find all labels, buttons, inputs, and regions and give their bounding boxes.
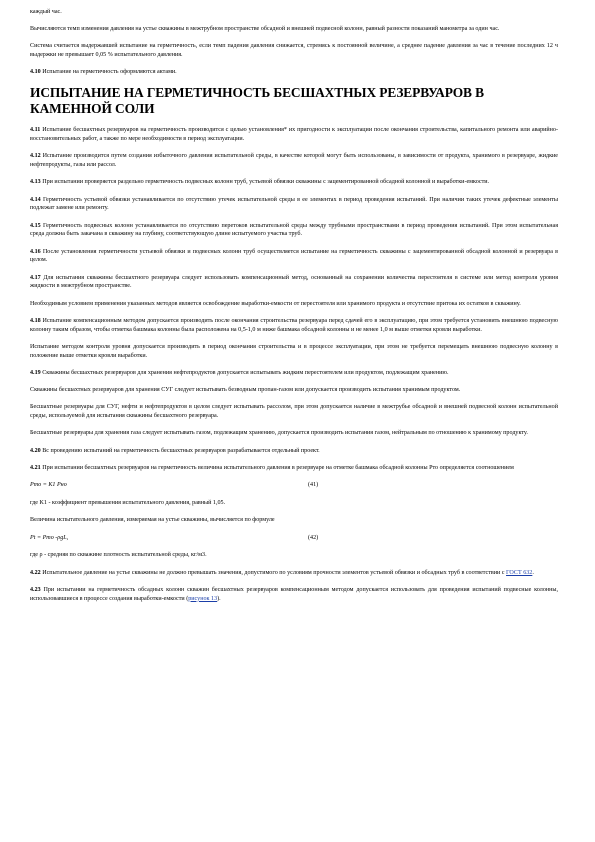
formula-expression: Pt = Pто -ρgL, xyxy=(30,534,69,541)
clause-text: Испытание компенсационным методом допускается производить после окончания строительства резервуара перед сдачей его в эксплуатацию, при этом требуется установить внешнюю подвесную колонну таким образом, чтобы отметка башмака колонны была расположена на 0,5-1,0 м ниже башмака обсадной колонны и не менее 1,0 м выше отметки кровли выработки. xyxy=(30,317,558,333)
equation-number: (42) xyxy=(308,534,319,541)
clause-number: 4.17 xyxy=(30,274,41,281)
formula-42 xyxy=(30,534,558,543)
clause-text: Герметичность подвесных колонн устанавливается по отсутствию перетоков испытательной среды между трубными пространствами в период проведения испытаний. При этом испытательная среда должна быть закачана в скважину на глубину, соответствующую длине испытуемого участка труб. xyxy=(30,222,558,238)
clause-4-10 xyxy=(30,68,558,77)
clause-text: Скважины бесшахтных резервуаров для хранения нефтепродуктов допускается испытывать жидким перестоятелем или продуктом, подлежащим хранению. xyxy=(42,369,449,376)
clause-4-19 xyxy=(30,369,558,378)
paragraph-sealed-criteria: Система считается выдержавшей испытание на герметичность, если темп падения давления снижается, стремясь к постоянной величине, а среднее падение давления за час в течение последних 12 ч выдержки не превышает 0,05 % испытательного давления. xyxy=(30,43,558,58)
clause-text: Герметичность устьевой обвязки устанавливается по отсутствию утечек испытательной среды в ее элементах в период проведения испытаний. При наличии таких утечек дефектные элементы подлежат замене или ремонту. xyxy=(30,196,558,212)
clause-4-11 xyxy=(30,126,558,143)
clause-4-12 xyxy=(30,152,558,169)
clause-number: 4.10 xyxy=(30,69,41,75)
paragraph-gas: Бесшахтные резервуары для хранения газа следует испытывать газом, подлежащим хранению, допускается производить испытания газом, нейтральным по отношению к хранимому продукту. xyxy=(30,430,528,437)
clause-number: 4.19 xyxy=(30,369,41,376)
clause-number: 4.20 xyxy=(30,447,41,454)
clause-4-15 xyxy=(30,222,558,239)
clause-text: Испытание производится путем создания избыточного давления испытательной среды, в качестве которой могут быть использованы, в зависимости от продукта, хранимого в резервуаре, жидкие нефтепродукты, газы или рассол. xyxy=(30,153,558,168)
clause-4-16 xyxy=(30,248,558,265)
clause-text: Испытание на герметичность оформляются актами. xyxy=(42,69,177,75)
clause-4-21 xyxy=(30,464,558,473)
paragraph-rho: где ρ - средняя по скважине плотность испытательной среды, кг/м3. xyxy=(30,552,207,559)
clause-text: Для испытания скважины бесшахтного резервуара следует использовать компенсационный метод, основанный на сохранении количества перестоятеля в системе или метод контроля уровня жидкости в межтрубном пространстве. xyxy=(30,274,558,290)
paragraph-level-method: Испытание методом контроля уровня допускается производить в период окончания строительства и в процессе эксплуатации, при этом не требуется перемещать внешнюю подвесную колонну в положение выше отметки кровли выработки. xyxy=(30,343,558,359)
formula-41 xyxy=(30,481,558,490)
figure-13-link[interactable]: рисунок 13 xyxy=(188,595,218,602)
clause-4-17 xyxy=(30,274,558,291)
clause-text: После установления герметичности устьевой обвязки и подвесных колонн труб осуществляется испытание на герметичность скважины с зацементированной обсадной колонной и резервуара в целом. xyxy=(30,248,558,264)
clause-number: 4.16 xyxy=(30,248,41,255)
clause-text: Вс проведению испытаний на герметичность бесшахтных резервуаров разрабатывается отдельный проект. xyxy=(42,447,320,454)
clause-4-20 xyxy=(30,447,558,456)
clause-text: Испытание бесшахтных резервуаров на герметичность производится с целью установления* их пригодности к эксплуатации после окончания строительства, капитального ремонта или аварийно-восстановительных работ, а также по мере необходимости в период эксплуатации. xyxy=(30,127,558,142)
clause-text-end: ). xyxy=(217,595,221,602)
clause-text: При испытании проверяется раздельно герметичность подвесных колонн труб, устьевой обвязки скважины с зацементированной обсадной колонной и выработки-емкости. xyxy=(42,179,490,186)
clause-4-14 xyxy=(30,196,558,213)
clause-text: Испытательное давление на устье скважины не должно превышать значения, допустимого по условиям прочности элементов устьевой обвязки и обсадных труб в соответствии с xyxy=(42,569,507,576)
clause-number: 4.21 xyxy=(30,465,41,472)
equation-number: (41) xyxy=(308,482,319,489)
paragraph-sug: Скважины бесшахтных резервуаров для хранения СУГ следует испытывать безводным пропан-газом или допускается производить испытания хранимым продуктом. xyxy=(30,387,461,394)
clause-text: При испытании бесшахтных резервуаров на герметичность величина испытательного давления в резервуаре на отметке башмака обсадной колонны Pто определяется соотношением xyxy=(42,465,514,472)
formula-expression: Pто = K1 Pно xyxy=(30,482,67,489)
document-page xyxy=(30,8,558,612)
paragraph-condition: Необходимым условием применения указанных методов является освобождение выработки-емкости от перестоятеля или хранимого продукта и отсутствие притока их остатков в скважину. xyxy=(30,300,521,307)
paragraph-k1: где K1 - коэффициент превышения испытательного давления, равный 1,05. xyxy=(30,500,226,507)
clause-number: 4.14 xyxy=(30,196,41,203)
clause-4-22 xyxy=(30,569,558,578)
paragraph-gauge-formula: Величина испытательного давления, измеряемая на устье скважины, вычисляется по формуле xyxy=(30,517,275,524)
clause-4-13 xyxy=(30,178,558,187)
paragraph-gauge: Вычисляются темп изменения давления на устье скважины в межтрубном пространстве обсадной и внешней подвесной колонн, равный разности показаний манометра за один час. xyxy=(30,25,500,32)
clause-text-end: . xyxy=(532,569,534,576)
gost-632-link[interactable]: ГОСТ 632 xyxy=(506,569,533,576)
clause-4-23 xyxy=(30,586,558,603)
section-title: ИСПЫТАНИЕ НА ГЕРМЕТИЧНОСТЬ БЕСШАХТНЫХ РЕЗЕРВУАРОВ В КАМЕННОЙ СОЛИ xyxy=(30,85,484,117)
clause-text: При испытании на герметичность обсадных колонн скважин бесшахтных резервуаров компенсационным методом допускается использовать для проведения испытаний подвесные колонны, использовавшиеся в процессе создания выработки-емкости ( xyxy=(30,586,559,602)
clause-number: 4.11 xyxy=(30,127,41,134)
clause-4-18 xyxy=(30,317,558,334)
clause-number: 4.15 xyxy=(30,222,41,229)
clause-number: 4.23 xyxy=(30,586,41,593)
paragraph-brine: Бесшахтные резервуары для СУГ, нефти и нефтепродуктов в целом следует испытывать рассолом, при этом допускается наличие в межтрубье обсадной и внешней подвесной колонн испытательной среды, используемой для испытания скважины бесшахтного резервуара. xyxy=(30,404,558,420)
clause-number: 4.22 xyxy=(30,569,41,576)
clause-number: 4.18 xyxy=(30,317,41,324)
clause-number: 4.13 xyxy=(30,179,41,186)
top-fragment: каждый час. xyxy=(30,9,62,15)
clause-number: 4.12 xyxy=(30,153,41,160)
